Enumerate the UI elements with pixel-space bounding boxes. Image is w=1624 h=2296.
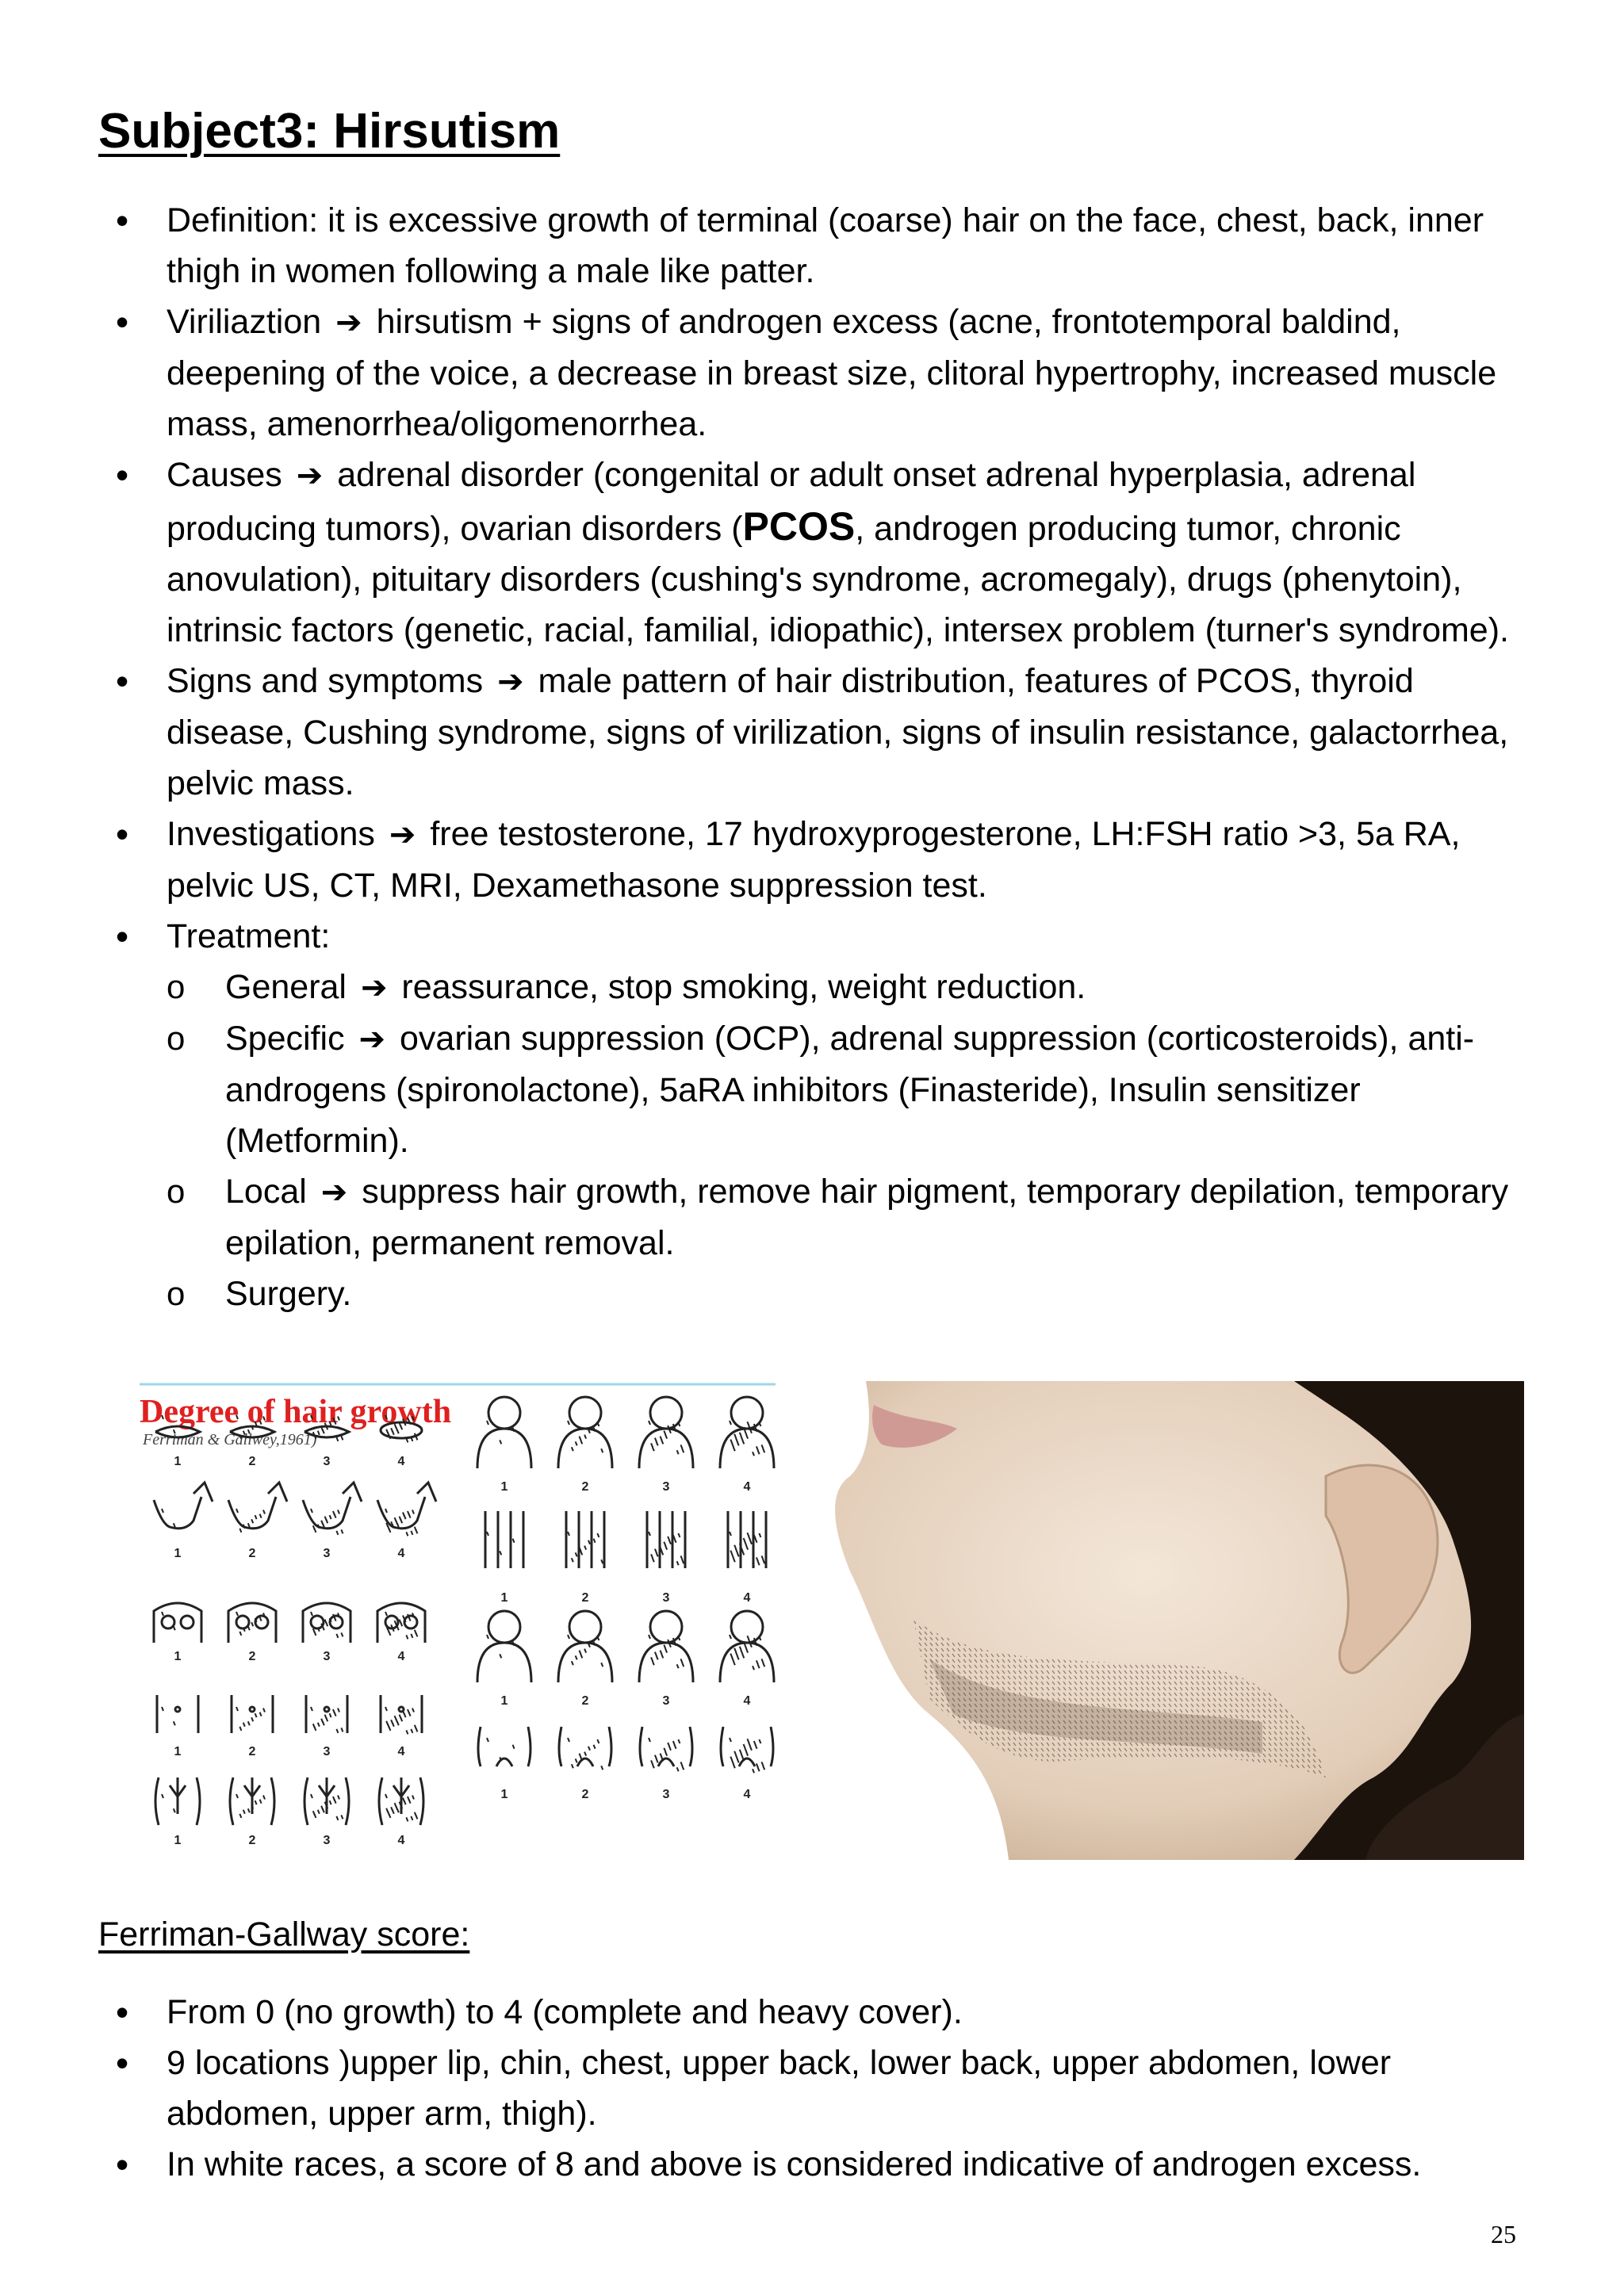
grade-label: 1 bbox=[500, 1694, 508, 1708]
grade-label: 2 bbox=[581, 1788, 589, 1801]
grade-label: 4 bbox=[743, 1591, 751, 1605]
grade-label: 1 bbox=[500, 1591, 508, 1605]
grade-label: 3 bbox=[323, 1455, 331, 1468]
general-label: General bbox=[225, 968, 347, 1006]
specific-label: Specific bbox=[225, 1020, 345, 1058]
body-region-sketch bbox=[558, 1611, 612, 1682]
arrow-right-icon: ➔ bbox=[320, 1174, 348, 1211]
grade-label: 3 bbox=[323, 1834, 331, 1847]
left-diagram-grid bbox=[154, 1415, 436, 1825]
body-region-sketch bbox=[639, 1611, 693, 1682]
ferriman-gallwey-chart-image bbox=[140, 1381, 776, 1874]
chin-hirsutism-photo bbox=[818, 1381, 1524, 1860]
causes-label: Causes bbox=[167, 456, 282, 494]
grade-label: 3 bbox=[662, 1591, 670, 1605]
list-item-signs-symptoms bbox=[98, 656, 1534, 809]
body-region-sketch bbox=[154, 1483, 213, 1529]
right-diagram-grid bbox=[477, 1397, 774, 1773]
grade-label: 3 bbox=[323, 1547, 331, 1560]
grade-label: 4 bbox=[397, 1834, 405, 1847]
score-bullet-list bbox=[98, 1987, 1534, 2190]
page-title: Subject3: Hirsutism bbox=[98, 104, 561, 159]
score-item bbox=[98, 2038, 1534, 2139]
body-region-sketch bbox=[485, 1511, 523, 1568]
grade-labels bbox=[174, 1455, 751, 1847]
body-region-sketch bbox=[155, 1777, 200, 1825]
body-region-sketch bbox=[728, 1511, 766, 1568]
body-region-sketch bbox=[639, 1397, 693, 1468]
causes-text-part2: , androgen producing tumor, chronic anovulation), pituitary disorders (cushing's syndrome, acromegaly), drugs (phenytoin), intrinsic factors (genetic, racial, familial, idiopathic), intersex problem (turner's syndrome). bbox=[167, 510, 1509, 649]
body-region-sketch bbox=[477, 1611, 531, 1682]
grade-label: 2 bbox=[248, 1455, 256, 1468]
grade-label: 1 bbox=[174, 1455, 182, 1468]
grade-label: 4 bbox=[397, 1650, 405, 1663]
body-region-sketch bbox=[377, 1483, 436, 1536]
body-region-sketch bbox=[230, 1777, 274, 1825]
hair-growth-diagram bbox=[140, 1381, 776, 1874]
body-region-sketch bbox=[720, 1611, 774, 1682]
body-region-sketch bbox=[478, 1727, 530, 1766]
signs-text: male pattern of hair distribution, features of PCOS, thyroid disease, Cushing syndrome, signs of virilization, signs of insulin resistance, galactorrhea, pelvic mass. bbox=[167, 662, 1509, 802]
body-region-sketch bbox=[558, 1397, 612, 1468]
treatment-label: Treatment: bbox=[167, 917, 331, 955]
treatment-item-general bbox=[167, 962, 1534, 1013]
grade-label: 4 bbox=[397, 1455, 405, 1468]
photo-illustration bbox=[818, 1381, 1524, 1860]
surgery-label: Surgery. bbox=[225, 1275, 352, 1313]
score-heading: Ferriman-Gallway score: bbox=[98, 1915, 470, 1954]
virilization-label: Viriliaztion bbox=[167, 303, 322, 341]
body-region-sketch bbox=[304, 1777, 349, 1825]
body-region-sketch bbox=[154, 1603, 201, 1643]
body-region-sketch bbox=[303, 1603, 350, 1643]
local-text: suppress hair growth, remove hair pigment, temporary depilation, temporary epilation, permanent removal. bbox=[225, 1173, 1509, 1262]
grade-label: 1 bbox=[500, 1480, 508, 1494]
score-item-text: 9 locations )upper lip, chin, chest, upper back, lower back, upper abdomen, lower abdomen, upper arm, thigh). bbox=[167, 2044, 1392, 2133]
body-region-sketch bbox=[566, 1511, 604, 1568]
body-region-sketch bbox=[640, 1727, 692, 1771]
causes-text-part1: adrenal disorder (congenital or adult onset adrenal hyperplasia, adrenal producing tumors), ovarian disorders ( bbox=[167, 456, 1416, 548]
grade-label: 4 bbox=[397, 1547, 405, 1560]
grade-label: 1 bbox=[174, 1834, 182, 1847]
grade-label: 4 bbox=[743, 1788, 751, 1801]
grade-label: 2 bbox=[248, 1834, 256, 1847]
arrow-right-icon: ➔ bbox=[335, 304, 362, 341]
body-region-sketch bbox=[232, 1695, 273, 1733]
pcos-emphasis: PCOS bbox=[742, 504, 856, 549]
grade-label: 2 bbox=[581, 1480, 589, 1494]
score-item-text: From 0 (no growth) to 4 (complete and heavy cover). bbox=[167, 1993, 963, 2031]
body-region-sketch bbox=[647, 1511, 685, 1568]
general-text: reassurance, stop smoking, weight reduction. bbox=[401, 968, 1086, 1006]
figure-citation: Ferriman & Gallwey,1961) bbox=[143, 1431, 317, 1448]
treatment-item-local bbox=[167, 1166, 1534, 1269]
body-region-sketch bbox=[377, 1603, 425, 1643]
investigations-label: Investigations bbox=[167, 815, 375, 853]
treatment-sublist bbox=[167, 962, 1534, 1319]
arrow-right-icon: ➔ bbox=[358, 1021, 386, 1058]
grade-label: 2 bbox=[248, 1745, 256, 1758]
grade-label: 4 bbox=[397, 1745, 405, 1758]
arrow-right-icon: ➔ bbox=[360, 970, 388, 1006]
grade-label: 4 bbox=[743, 1694, 751, 1708]
body-region-sketch bbox=[228, 1603, 276, 1643]
grade-label: 3 bbox=[662, 1480, 670, 1494]
grade-label: 3 bbox=[323, 1745, 331, 1758]
grade-label: 4 bbox=[743, 1480, 751, 1494]
body-region-sketch bbox=[379, 1777, 423, 1825]
body-region-sketch bbox=[381, 1695, 422, 1734]
local-label: Local bbox=[225, 1173, 307, 1211]
grade-label: 2 bbox=[248, 1547, 256, 1560]
body-region-sketch bbox=[720, 1397, 774, 1468]
body-region-sketch bbox=[157, 1695, 198, 1733]
page-number: 25 bbox=[1491, 2220, 1516, 2248]
body-region-sketch bbox=[228, 1483, 287, 1533]
definition-text: Definition: it is excessive growth of terminal (coarse) hair on the face, chest, back, inner thigh in women following a male like patter. bbox=[167, 201, 1484, 290]
grade-label: 1 bbox=[500, 1788, 508, 1801]
score-item-text: In white races, a score of 8 and above is considered indicative of androgen excess. bbox=[167, 2145, 1422, 2183]
list-item-virilization bbox=[98, 297, 1534, 450]
arrow-right-icon: ➔ bbox=[389, 817, 416, 853]
arrow-right-icon: ➔ bbox=[497, 664, 524, 700]
figure-title: Degree of hair growth bbox=[140, 1394, 452, 1430]
list-item-treatment bbox=[98, 911, 1534, 1319]
grade-label: 1 bbox=[174, 1650, 182, 1663]
hirsutism-bullet-list bbox=[98, 195, 1534, 1319]
body-region-sketch bbox=[721, 1727, 773, 1773]
body-region-sketch bbox=[477, 1397, 531, 1468]
investigations-text: free testosterone, 17 hydroxyprogesterone, LH:FSH ratio >3, 5a RA, pelvic US, CT, MRI, Dexamethasone suppression test. bbox=[167, 815, 1461, 905]
treatment-item-specific bbox=[167, 1013, 1534, 1166]
list-item-investigations bbox=[98, 809, 1534, 911]
grade-label: 1 bbox=[174, 1547, 182, 1560]
specific-text: ovarian suppression (OCP), adrenal suppression (corticosteroids), anti-androgens (spironolactone), 5aRA inhibitors (Finasteride), Insulin sensitizer (Metformin). bbox=[225, 1020, 1475, 1160]
body-region-sketch bbox=[559, 1727, 611, 1770]
score-item bbox=[98, 1987, 1534, 2038]
grade-label: 2 bbox=[581, 1694, 589, 1708]
grade-label: 3 bbox=[662, 1788, 670, 1801]
treatment-item-surgery bbox=[167, 1269, 1534, 1319]
grade-label: 3 bbox=[662, 1694, 670, 1708]
grade-label: 3 bbox=[323, 1650, 331, 1663]
virilization-text: hirsutism + signs of androgen excess (acne, frontotemporal baldind, deepening of the voice, a decrease in breast size, clitoral hypertrophy, increased muscle mass, amenorrhea/oligomenorrhea. bbox=[167, 303, 1497, 443]
body-region-sketch bbox=[306, 1695, 347, 1733]
score-item bbox=[98, 2139, 1534, 2190]
grade-label: 1 bbox=[174, 1745, 182, 1758]
signs-label: Signs and symptoms bbox=[167, 662, 484, 700]
grade-label: 2 bbox=[581, 1591, 589, 1605]
arrow-right-icon: ➔ bbox=[296, 457, 324, 494]
list-item-definition bbox=[98, 195, 1534, 297]
grade-label: 2 bbox=[248, 1650, 256, 1663]
list-item-causes bbox=[98, 450, 1534, 656]
body-region-sketch bbox=[303, 1483, 362, 1535]
